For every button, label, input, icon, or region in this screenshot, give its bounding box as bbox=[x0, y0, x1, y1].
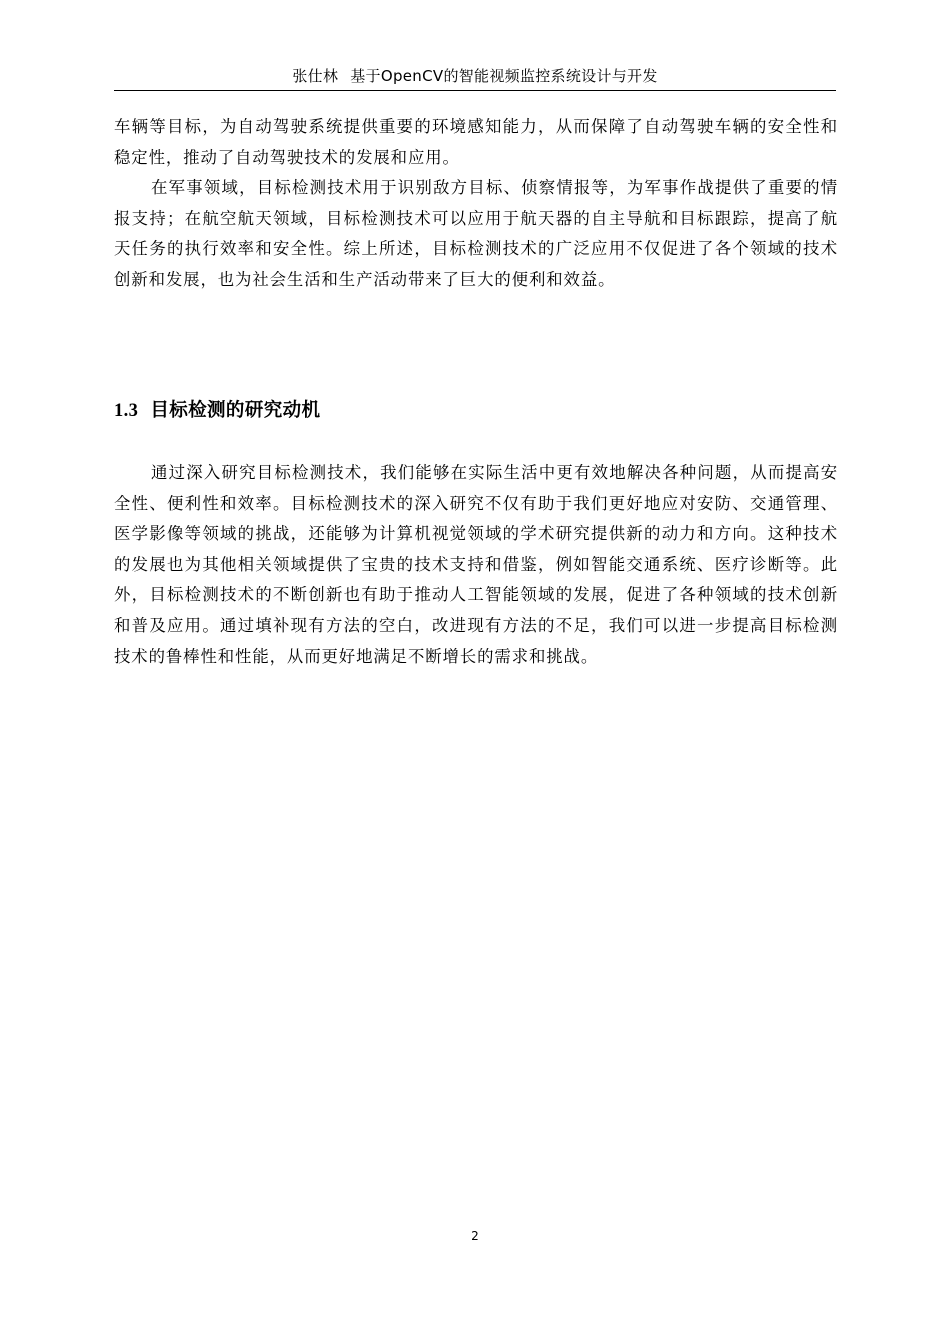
header-author: 张仕林 bbox=[292, 67, 339, 85]
running-header bbox=[114, 64, 836, 91]
paragraph-research-motivation: 通过深入研究目标检测技术，我们能够在实际生活中更有效地解决各种问题，从而提高安全性、便利性和效率。目标检测技术的深入研究不仅有助于我们更好地应对安防、交通管理、医学影像等领域的挑战，还能够为计算机视觉领域的学术研究提供新的动力和方向。这种技术的发展也为其他相关领域提供了宝贵的技术支持和借鉴，例如智能交通系统、医疗诊断等。此外，目标检测技术的不断创新也有助于推动人工智能领域的发展，促进了各种领域的技术创新和普及应用。通过填补现有方法的空白，改进现有方法的不足，我们可以进一步提高目标检测技术的鲁棒性和性能，从而更好地满足不断增长的需求和挑战。 bbox=[114, 463, 838, 666]
section-heading bbox=[114, 396, 320, 426]
body-text-block-1 bbox=[114, 112, 838, 296]
section-title: 目标检测的研究动机 bbox=[150, 400, 321, 421]
header-title: 基于OpenCV的智能视频监控系统设计与开发 bbox=[350, 67, 658, 85]
paragraph-continuation: 车辆等目标，为自动驾驶系统提供重要的环境感知能力，从而保障了自动驾驶车辆的安全性和稳定性，推动了自动驾驶技术的发展和应用。 bbox=[114, 117, 838, 167]
page-number: 2 bbox=[471, 1229, 479, 1243]
paragraph-military-aerospace: 在军事领域，目标检测技术用于识别敌方目标、侦察情报等，为军事作战提供了重要的情报支持；在航空航天领域，目标检测技术可以应用于航天器的自主导航和目标跟踪，提高了航天任务的执行效率和安全性。综上所述，目标检测技术的广泛应用不仅促进了各个领域的技术创新和发展，也为社会生活和生产活动带来了巨大的便利和效益。 bbox=[114, 178, 838, 289]
body-text-block-2 bbox=[114, 458, 838, 672]
section-number: 1.3 bbox=[114, 401, 139, 421]
